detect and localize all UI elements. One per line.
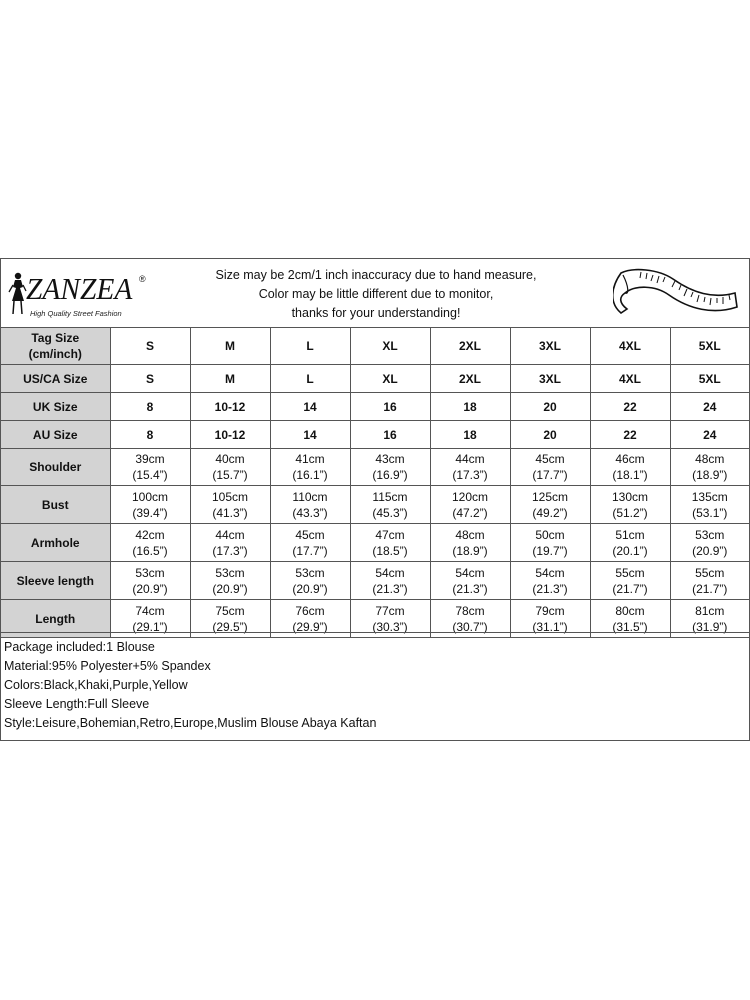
table-cell: 2XL [430, 365, 510, 393]
table-cell [670, 562, 749, 600]
table-cell [350, 524, 430, 562]
cell-inch-value: (31.9”) [692, 619, 728, 634]
cell-cm-value: 47cm [375, 527, 405, 542]
cell-inch-value: (49.2”) [532, 505, 568, 520]
table-cell [510, 562, 590, 600]
table-cell [590, 562, 670, 600]
detail-colors: Colors:Black,Khaki,Purple,Yellow [4, 678, 188, 692]
table-cell: 14 [270, 421, 350, 449]
us-ca-size-row [1, 365, 749, 393]
cell-cm-value: 54cm [455, 565, 485, 580]
table-cell [590, 524, 670, 562]
au-size-row [1, 421, 749, 449]
measurement-notice [171, 266, 581, 323]
cell-cm-value: 45cm [535, 452, 565, 466]
table-cell [110, 524, 190, 562]
table-cell: M [190, 365, 270, 393]
table-cell [190, 524, 270, 562]
table-cell [270, 486, 350, 524]
table-cell: 10-12 [190, 421, 270, 449]
cell-inch-value: (17.7”) [292, 543, 328, 558]
cell-inch-value: (17.7”) [532, 468, 568, 482]
sleeve-length-row [1, 562, 749, 600]
cell-cm-value: 78cm [455, 603, 485, 618]
size-table [1, 328, 749, 638]
table-cell: 24 [670, 421, 749, 449]
cell-inch-value: (29.1”) [132, 619, 168, 634]
table-cell: L [270, 328, 350, 365]
chart-header [1, 259, 749, 328]
cell-inch-value: (51.2”) [612, 505, 648, 520]
cell-inch-value: (17.3”) [212, 543, 248, 558]
notice-line: thanks for your understanding! [291, 306, 461, 320]
tag-size-row [1, 328, 749, 365]
cell-cm-value: 43cm [375, 452, 405, 466]
cell-inch-value: (20.9”) [692, 543, 728, 558]
table-cell [430, 486, 510, 524]
row-header-label: US/CA Size [23, 371, 88, 386]
notice-line: Size may be 2cm/1 inch inaccuracy due to hand measure, [215, 268, 537, 282]
cell-inch-value: (21.3”) [532, 581, 568, 596]
table-cell: 10-12 [190, 393, 270, 421]
table-cell: 8 [110, 393, 190, 421]
cell-inch-value: (29.5”) [212, 619, 248, 634]
cell-inch-value: (17.3”) [452, 468, 488, 482]
cell-inch-value: (47.2”) [452, 505, 488, 520]
table-cell: 20 [510, 421, 590, 449]
registered-mark: ® [139, 274, 146, 284]
row-header-label: Bust [41, 497, 69, 512]
cell-cm-value: 40cm [215, 452, 245, 466]
table-cell [270, 524, 350, 562]
measuring-tape-icon [613, 263, 741, 323]
cell-cm-value: 53cm [215, 565, 245, 580]
cell-cm-value: 48cm [455, 527, 485, 542]
table-cell: 4XL [590, 328, 670, 365]
table-cell [670, 486, 749, 524]
cell-cm-value: 74cm [135, 603, 165, 618]
cell-inch-value: (18.1”) [612, 468, 648, 482]
cell-inch-value: (21.3”) [452, 581, 488, 596]
row-header-label: Length [35, 611, 76, 626]
row-header-label: Shoulder [29, 460, 82, 474]
cell-inch-value: (18.5”) [372, 543, 408, 558]
cell-cm-value: 45cm [295, 527, 325, 542]
table-cell: 3XL [510, 328, 590, 365]
row-header [1, 328, 110, 365]
cell-cm-value: 81cm [695, 603, 725, 618]
cell-inch-value: (16.5”) [132, 543, 168, 558]
cell-inch-value: (30.3”) [372, 619, 408, 634]
row-header-label: UK Size [32, 399, 78, 414]
cell-inch-value: (18.9”) [452, 543, 488, 558]
row-header-label: (cm/inch) [28, 347, 82, 361]
bust-row [1, 486, 749, 524]
cell-cm-value: 50cm [535, 527, 565, 542]
table-cell: 16 [350, 421, 430, 449]
cell-inch-value: (30.7”) [452, 619, 488, 634]
cell-inch-value: (39.4”) [132, 505, 168, 520]
table-cell [510, 486, 590, 524]
cell-inch-value: (20.9”) [132, 581, 168, 596]
cell-cm-value: 53cm [135, 565, 165, 580]
row-header [1, 562, 110, 600]
table-cell: 8 [110, 421, 190, 449]
row-header-label: Sleeve length [16, 573, 94, 588]
table-cell: 22 [590, 393, 670, 421]
table-cell [430, 524, 510, 562]
cell-cm-value: 48cm [695, 452, 725, 466]
cell-cm-value: 55cm [695, 565, 725, 580]
table-cell: 22 [590, 421, 670, 449]
product-details [1, 632, 749, 733]
cell-cm-value: 110cm [292, 489, 328, 504]
detail-sleeve-length: Sleeve Length:Full Sleeve [4, 697, 150, 711]
cell-inch-value: (43.3”) [292, 505, 328, 520]
cell-cm-value: 53cm [295, 565, 325, 580]
table-cell [110, 486, 190, 524]
brand-name: ZANZEA [26, 271, 133, 306]
row-header-label: Armhole [30, 535, 80, 550]
notice-line: Color may be little different due to monitor, [258, 287, 494, 301]
cell-cm-value: 51cm [615, 527, 645, 542]
table-cell: M [190, 328, 270, 365]
table-cell: 20 [510, 393, 590, 421]
armhole-row [1, 524, 749, 562]
table-cell [430, 449, 510, 486]
row-header [1, 449, 110, 486]
cell-cm-value: 41cm [295, 452, 325, 466]
table-cell: 16 [350, 393, 430, 421]
uk-size-row [1, 393, 749, 421]
table-cell: S [110, 328, 190, 365]
table-cell [110, 449, 190, 486]
cell-cm-value: 44cm [455, 452, 485, 466]
cell-inch-value: (20.9”) [212, 581, 248, 596]
cell-cm-value: 80cm [615, 603, 645, 618]
table-cell [510, 449, 590, 486]
table-cell: L [270, 365, 350, 393]
table-cell [510, 524, 590, 562]
row-header [1, 393, 110, 421]
cell-cm-value: 135cm [691, 489, 728, 504]
cell-inch-value: (31.5”) [612, 619, 648, 634]
cell-inch-value: (18.9”) [692, 468, 728, 482]
woman-silhouette-icon [6, 271, 28, 315]
detail-material: Material:95% Polyester+5% Spandex [4, 659, 211, 673]
table-cell: 18 [430, 393, 510, 421]
cell-cm-value: 54cm [375, 565, 405, 580]
cell-cm-value: 130cm [611, 489, 649, 504]
cell-cm-value: 55cm [615, 565, 645, 580]
cell-inch-value: (31.1”) [532, 619, 568, 634]
cell-cm-value: 39cm [135, 452, 165, 466]
cell-cm-value: 46cm [615, 452, 645, 466]
cell-cm-value: 105cm [211, 489, 249, 504]
detail-style: Style:Leisure,Bohemian,Retro,Europe,Muslim Blouse Abaya Kaftan [4, 716, 377, 730]
cell-cm-value: 54cm [535, 565, 565, 580]
table-cell [430, 562, 510, 600]
table-cell [350, 449, 430, 486]
cell-inch-value: (16.9”) [372, 468, 408, 482]
cell-cm-value: 79cm [535, 603, 565, 618]
shoulder-row [1, 449, 749, 486]
row-header-label: Tag Size [31, 331, 80, 345]
cell-cm-value: 115cm [372, 489, 408, 504]
brand-tagline: High Quality Street Fashion [30, 309, 122, 318]
table-cell [590, 449, 670, 486]
cell-inch-value: (20.1”) [612, 543, 648, 558]
cell-cm-value: 125cm [531, 489, 569, 504]
row-header [1, 365, 110, 393]
cell-inch-value: (19.7”) [532, 543, 568, 558]
table-cell [190, 486, 270, 524]
row-header [1, 486, 110, 524]
table-cell: 4XL [590, 365, 670, 393]
table-cell: 18 [430, 421, 510, 449]
cell-inch-value: (41.3”) [212, 505, 248, 520]
table-cell [670, 449, 749, 486]
cell-inch-value: (21.3”) [372, 581, 408, 596]
table-cell: 3XL [510, 365, 590, 393]
table-cell: 5XL [670, 365, 749, 393]
cell-cm-value: 100cm [131, 489, 169, 504]
cell-inch-value: (21.7”) [612, 581, 648, 596]
table-cell: 14 [270, 393, 350, 421]
cell-cm-value: 76cm [295, 603, 325, 618]
table-cell [270, 449, 350, 486]
table-cell: XL [350, 328, 430, 365]
table-cell [190, 562, 270, 600]
table-cell [110, 562, 190, 600]
row-header-label: AU Size [32, 427, 78, 442]
table-cell: 24 [670, 393, 749, 421]
table-cell [190, 449, 270, 486]
row-header [1, 524, 110, 562]
cell-inch-value: (15.4”) [132, 468, 168, 482]
cell-inch-value: (21.7”) [692, 581, 728, 596]
size-chart [0, 258, 750, 741]
cell-inch-value: (45.3”) [372, 505, 408, 520]
table-cell: XL [350, 365, 430, 393]
table-cell [670, 524, 749, 562]
detail-package: Package included:1 Blouse [4, 640, 155, 654]
table-cell [270, 562, 350, 600]
table-cell: 2XL [430, 328, 510, 365]
cell-cm-value: 53cm [695, 527, 725, 542]
cell-inch-value: (53.1”) [692, 505, 728, 520]
cell-inch-value: (29.9”) [292, 619, 328, 634]
cell-cm-value: 77cm [375, 603, 405, 618]
table-cell: S [110, 365, 190, 393]
row-header [1, 421, 110, 449]
cell-cm-value: 120cm [451, 489, 489, 504]
cell-inch-value: (16.1”) [292, 468, 328, 482]
table-cell [590, 486, 670, 524]
table-cell: 5XL [670, 328, 749, 365]
brand-logo [6, 265, 166, 323]
cell-inch-value: (20.9”) [292, 581, 328, 596]
cell-cm-value: 75cm [215, 603, 245, 618]
cell-inch-value: (15.7”) [212, 468, 248, 482]
table-cell [350, 562, 430, 600]
table-cell [350, 486, 430, 524]
cell-cm-value: 44cm [215, 527, 245, 542]
cell-cm-value: 42cm [135, 527, 165, 542]
